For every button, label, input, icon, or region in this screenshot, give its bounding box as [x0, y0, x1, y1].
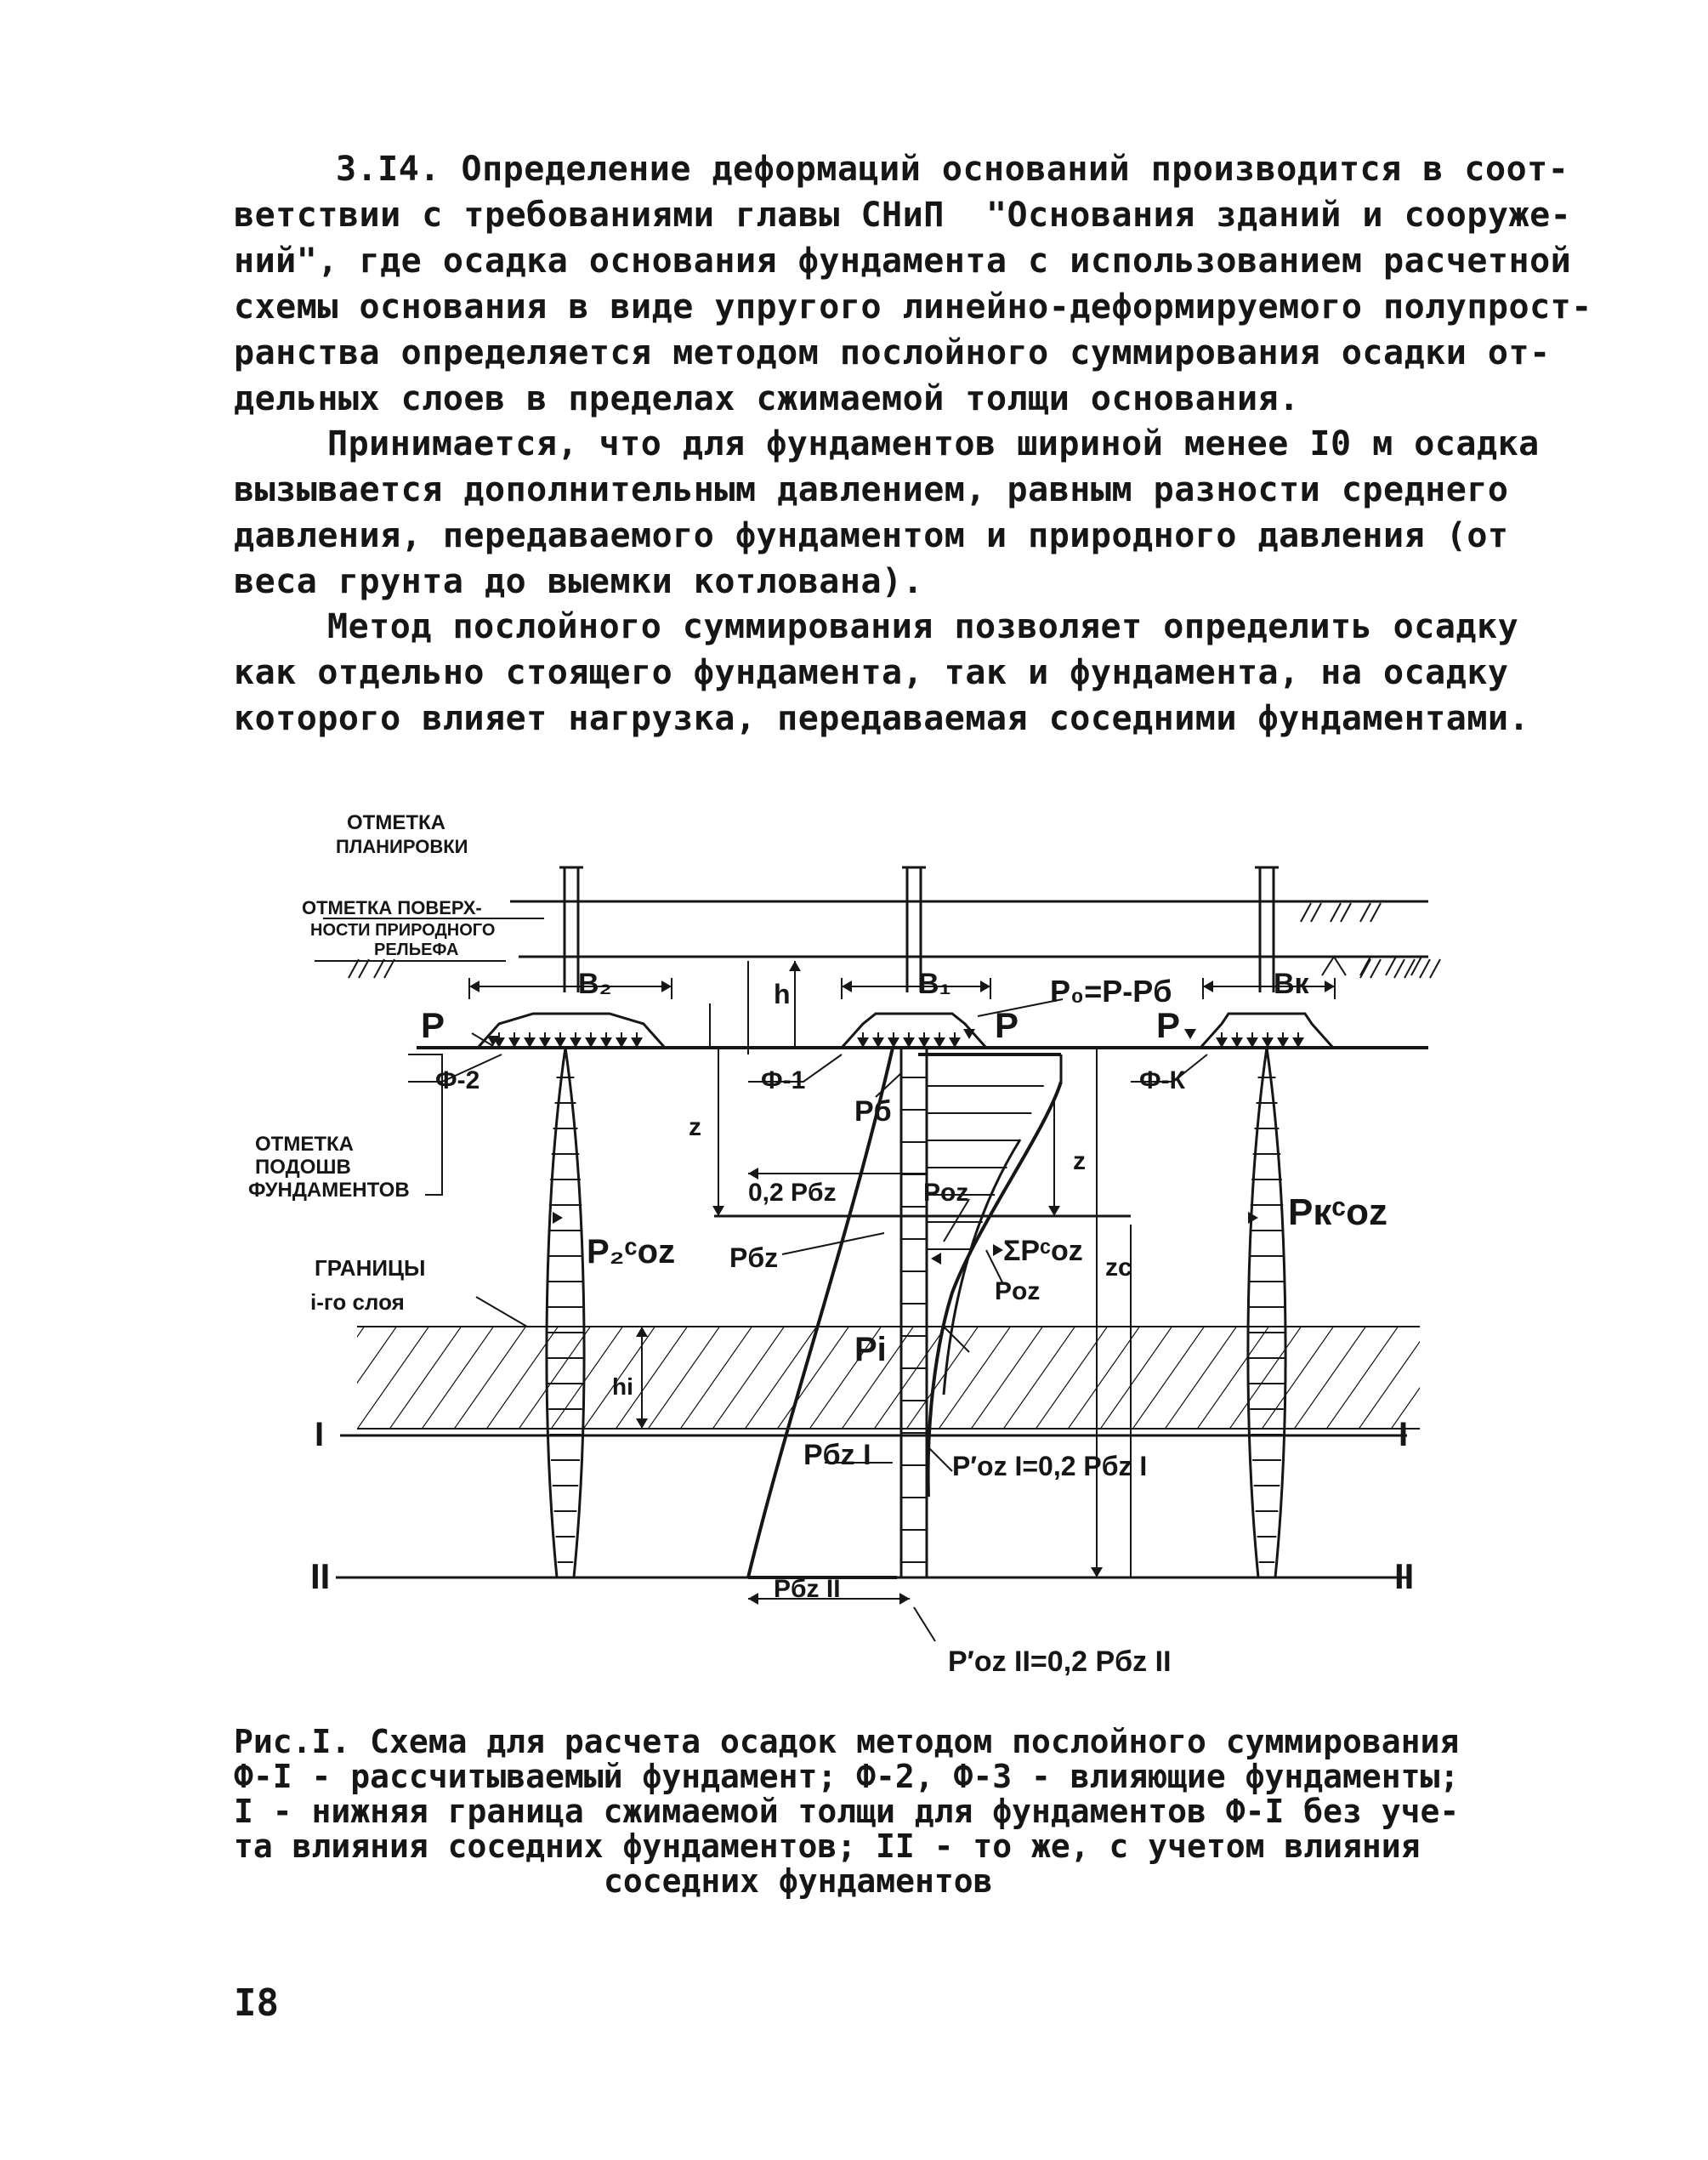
label-bk: Bк: [1274, 968, 1309, 1000]
dim-arrow: [748, 1593, 758, 1605]
label-hi: hi: [612, 1373, 633, 1400]
soil-hatch: [1301, 903, 1321, 922]
label-zc: zс: [1105, 1253, 1132, 1282]
arrow: [993, 1244, 1003, 1256]
text-line: веса грунта до выемки котлована).: [234, 562, 924, 601]
leader-poz1: [927, 1446, 952, 1471]
text-line: Принимается, что для фундаментов шириной менее I0 м осадка: [327, 424, 1540, 463]
figure-caption: [234, 1725, 1475, 1899]
label-h: h: [774, 979, 791, 1009]
label-p0-formula: P₀=P-Pб: [1050, 974, 1172, 1009]
label-layer-bound: ГРАНИЦЫ: [315, 1255, 426, 1281]
caption-line: I - нижняя граница сжимаемой толщи для фундаментов Ф-I без уче-: [234, 1793, 1460, 1830]
label-z-mid: z: [1073, 1147, 1086, 1175]
dim-arrow: [842, 981, 852, 992]
arrow: [931, 1253, 941, 1265]
label-base-mark: ФУНДАМЕНТОВ: [248, 1179, 410, 1202]
label-fk: Ф-К: [1139, 1066, 1185, 1094]
caption-line: Рис.I. Схема для расчета осадок методом послойного суммирования: [234, 1723, 1460, 1760]
label-pbz2: Pбz II: [774, 1575, 841, 1603]
caption-line: соседних фундаментов: [604, 1862, 993, 1900]
label-p02z: 0,2 Pбz: [748, 1179, 837, 1207]
caption-line: Ф-I - рассчитываемый фундамент; Ф-2, Ф-3 - влияющие фундаменты;: [234, 1758, 1460, 1795]
text-line: дельных слоев в пределах сжимаемой толщи основания.: [234, 379, 1300, 418]
arrow: [748, 1168, 758, 1179]
label-pk-oz-c: Pкᶜоz: [1288, 1191, 1387, 1233]
text-line: схемы основания в виде упругого линейно-деформируемого полупрост-: [234, 287, 1592, 327]
leader-layer: [476, 1297, 527, 1327]
text-line: которого влияет нагрузка, передаваемая соседними фундаментами.: [234, 699, 1530, 738]
arrow: [553, 1212, 563, 1224]
label-base-mark: ПОДОШВ: [255, 1156, 351, 1179]
label-roman-2: II: [310, 1556, 331, 1596]
arrow: [1184, 1029, 1196, 1039]
dim-arrow: [1203, 981, 1213, 992]
label-natural-mark: РЕЛЬЕФА: [374, 941, 459, 959]
dim-arrow: [712, 1206, 724, 1216]
leader-pbz: [782, 1233, 884, 1254]
label-z: z: [689, 1113, 701, 1141]
label-f1: Ф-1: [761, 1066, 806, 1094]
label-f2: Ф-2: [435, 1066, 480, 1094]
soil-hatch: [1420, 959, 1440, 978]
label-poz2: Pоz: [995, 1277, 1041, 1305]
label-b2: B₂: [578, 968, 612, 1000]
text-line: 3.I4. Определение деформаций оснований производится в соот-: [336, 150, 1569, 189]
label-b1: B₁: [918, 968, 951, 1000]
label-planning-mark: ПЛАНИРОВКИ: [336, 836, 468, 857]
label-p2-oz-c: P₂ᶜоz: [587, 1233, 676, 1270]
label-roman-1: I: [1399, 1416, 1409, 1453]
dim-arrow: [1091, 1567, 1103, 1577]
label-p: P: [1156, 1005, 1181, 1045]
leader-poz2-formula: [914, 1607, 935, 1641]
soil-hatch: [1331, 903, 1351, 922]
dim-arrow: [789, 961, 801, 971]
label-layer-bound: i-го слоя: [310, 1289, 405, 1315]
diagram-fk: [1248, 1048, 1285, 1577]
text-line: как отдельно стоящего фундамента, так и фундамента, на осадку: [234, 653, 1509, 692]
soil-hatch: [374, 959, 394, 978]
layer-hatch: [357, 1327, 1420, 1429]
arrow: [1248, 1212, 1258, 1224]
label-pb: Pб: [854, 1095, 892, 1128]
label-poz: Pоz: [923, 1179, 969, 1207]
text-line: вызывается дополнительным давлением, равным разности среднего: [234, 470, 1509, 509]
dim-arrow: [980, 981, 990, 992]
dim-arrow: [1325, 981, 1335, 992]
text-line: давления, передаваемого фундаментом и природного давления (от: [234, 516, 1509, 555]
page-number: I8: [234, 1981, 279, 2025]
leader-pb: [876, 1073, 901, 1097]
label-roman-2: II: [1394, 1556, 1415, 1596]
caption-line: та влияния соседних фундаментов; II - то же, с учетом влияния: [234, 1827, 1421, 1865]
text-line: ранства определяется методом послойного суммирования осадки от-: [234, 333, 1551, 372]
label-roman-1: I: [315, 1416, 325, 1453]
label-poz2-formula: P′оz II=0,2 Pбz II: [948, 1646, 1172, 1678]
dim-arrow: [661, 981, 672, 992]
dim-arrow: [899, 1593, 910, 1605]
label-natural-mark: ОТМЕТКА ПОВЕРХ-: [302, 897, 482, 918]
diagram-f2: [547, 1048, 584, 1577]
label-base-mark: ОТМЕТКА: [255, 1133, 354, 1156]
label-pbz1: Pбz I: [803, 1439, 871, 1471]
label-natural-mark: НОСТИ ПРИРОДНОГО: [310, 921, 496, 940]
text-line: Метод послойного суммирования позволяет определить осадку: [327, 607, 1519, 646]
label-sum-pc: ΣPᶜоz: [1003, 1235, 1083, 1267]
label-pi: Pi: [854, 1331, 887, 1368]
label-p: P: [995, 1005, 1019, 1045]
dim-arrow: [469, 981, 479, 992]
dim-arrow: [1048, 1206, 1060, 1216]
label-p: P: [421, 1005, 445, 1045]
soil-hatch: [349, 959, 369, 978]
label-planning-mark: ОТМЕТКА: [347, 811, 445, 834]
text-line: ветствии с требованиями главы СНиП "Основания зданий и сооруже-: [234, 196, 1572, 235]
label-poz1-formula: P′оz I=0,2 Pбz I: [952, 1451, 1148, 1481]
soil-hatch: [1360, 903, 1381, 922]
label-pbz: Pбz: [729, 1242, 779, 1273]
text-line: ний", где осадка основания фундамента с использованием расчетной: [234, 242, 1572, 281]
